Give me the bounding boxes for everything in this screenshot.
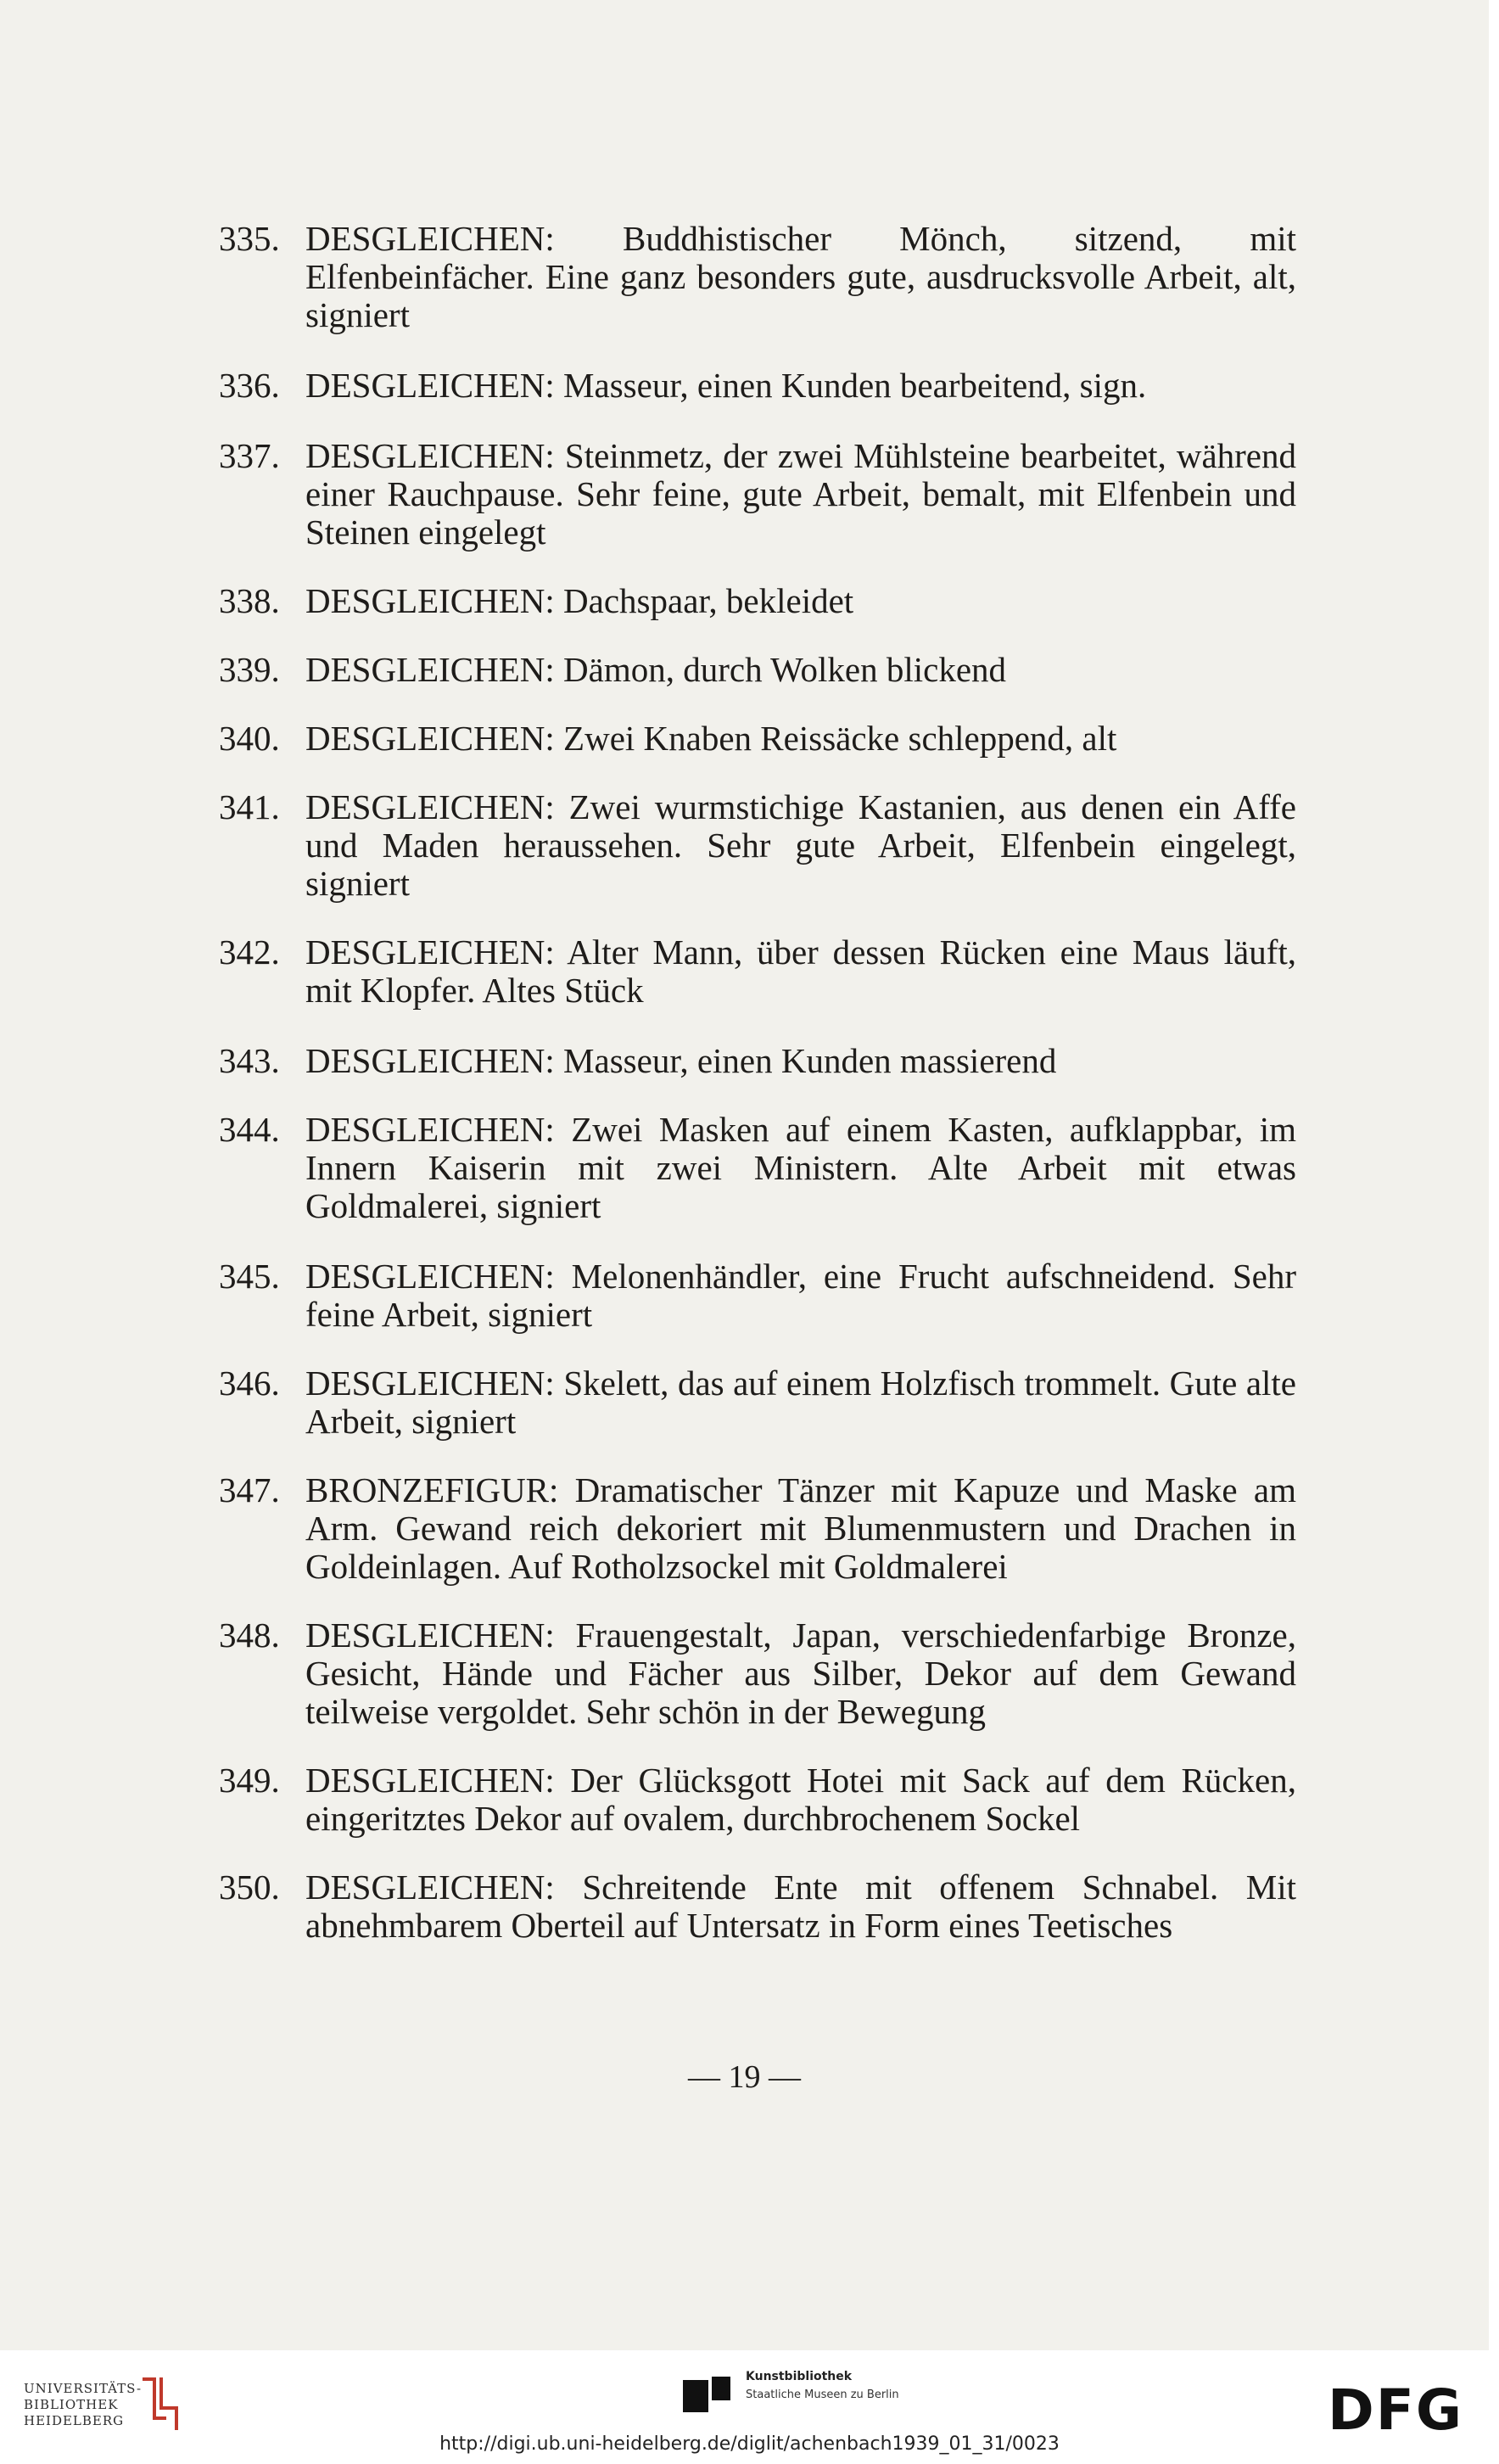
kunstbibliothek-logo[interactable] <box>683 2370 937 2421</box>
catalog-entry <box>219 220 1296 334</box>
entry-text: DESGLEICHEN: Schreitende Ente mit offenem Schnabel. Mit abnehmbarem Oberteil auf Untersatz in Form eines Teetisches <box>305 1868 1296 1945</box>
university-logo-line: UNIVERSITÄTS- <box>24 2381 143 2396</box>
entry-number: 345. <box>219 1257 280 1296</box>
scan-edge <box>1489 0 1499 2350</box>
catalog-entry <box>219 1761 1296 1838</box>
entry-number: 347. <box>219 1470 280 1509</box>
university-library-logo[interactable] <box>24 2374 185 2433</box>
catalog-entries <box>219 220 1296 1945</box>
entry-text: DESGLEICHEN: Buddhistischer Mönch, sitzend, mit Elfenbeinfächer. Eine ganz besonders gute, ausdrucksvolle Arbeit, alt, signiert <box>305 219 1296 334</box>
entry-text: DESGLEICHEN: Alter Mann, über dessen Rücken eine Maus läuft, mit Klopfer. Altes Stück <box>305 932 1296 1010</box>
entry-number: 335. <box>219 219 280 258</box>
catalog-entry <box>219 651 1296 689</box>
entry-number: 349. <box>219 1761 280 1800</box>
entry-number: 342. <box>219 932 280 972</box>
catalog-entry <box>219 367 1296 405</box>
university-logo-line: BIBLIOTHEK <box>24 2397 119 2412</box>
dfg-logo[interactable]: DFG <box>1328 2377 1464 2443</box>
catalog-entry <box>219 788 1296 903</box>
catalog-entry <box>219 1868 1296 1945</box>
entry-text: DESGLEICHEN: Melonenhändler, eine Frucht aufschneidend. Sehr feine Arbeit, signiert <box>305 1257 1296 1334</box>
entry-number: 348. <box>219 1616 280 1655</box>
entry-number: 338. <box>219 581 280 620</box>
catalog-entry <box>219 1257 1296 1334</box>
catalog-entry <box>219 933 1296 1010</box>
entry-number: 336. <box>219 366 280 405</box>
page-number: — 19 — <box>688 2059 801 2095</box>
entry-text: DESGLEICHEN: Dämon, durch Wolken blickend <box>305 650 1007 689</box>
entry-text: DESGLEICHEN: Zwei wurmstichige Kastanien, aus denen ein Affe und Maden heraussehen. Sehr gute Arbeit, Elfenbein eingelegt, signiert <box>305 787 1296 903</box>
entry-number: 340. <box>219 719 280 758</box>
entry-text: DESGLEICHEN: Skelett, das auf einem Holzfisch trommelt. Gute alte Arbeit, signiert <box>305 1364 1296 1441</box>
kunstbibliothek-emblem-icon <box>683 2377 737 2416</box>
entry-number: 344. <box>219 1110 280 1149</box>
university-emblem-icon <box>136 2374 187 2433</box>
entry-text: BRONZEFIGUR: Dramatischer Tänzer mit Kapuze und Maske am Arm. Gewand reich dekoriert mit Blumenmustern und Drachen in Goldeinlagen. Auf Rotholzsockel mit Goldmalerei <box>305 1470 1296 1586</box>
entry-text: DESGLEICHEN: Der Glücksgott Hotei mit Sack auf dem Rücken, eingeritztes Dekor auf ovalem, durchbrochenem Sockel <box>305 1761 1296 1838</box>
entry-text: DESGLEICHEN: Dachspaar, bekleidet <box>305 581 854 620</box>
entry-number: 343. <box>219 1041 280 1080</box>
entry-text: DESGLEICHEN: Zwei Knaben Reissäcke schleppend, alt <box>305 719 1117 758</box>
entry-number: 339. <box>219 650 280 689</box>
entry-text: DESGLEICHEN: Steinmetz, der zwei Mühlsteine bearbeitet, während einer Rauchpause. Sehr feine, gute Arbeit, bemalt, mit Elfenbein und Steinen eingelegt <box>305 436 1296 552</box>
catalog-entry <box>219 1364 1296 1441</box>
entry-number: 346. <box>219 1364 280 1403</box>
entry-text: DESGLEICHEN: Frauengestalt, Japan, verschiedenfarbige Bronze, Gesicht, Hände und Fächer aus Silber, Dekor auf dem Gewand teilweise vergoldet. Sehr schön in der Bewegung <box>305 1616 1296 1731</box>
catalog-entry <box>219 582 1296 620</box>
catalog-entry <box>219 720 1296 758</box>
catalog-entry <box>219 1111 1296 1225</box>
entry-number: 350. <box>219 1868 280 1907</box>
catalog-entry <box>219 1616 1296 1731</box>
university-logo-line: HEIDELBERG <box>24 2413 125 2428</box>
catalog-entry <box>219 1042 1296 1080</box>
kunstbibliothek-subtitle: Staatliche Museen zu Berlin <box>746 2388 899 2401</box>
catalog-entry <box>219 437 1296 552</box>
catalog-entry <box>219 1471 1296 1586</box>
entry-text: DESGLEICHEN: Masseur, einen Kunden bearbeitend, sign. <box>305 366 1147 405</box>
entry-number: 337. <box>219 436 280 475</box>
kunstbibliothek-title: Kunstbibliothek <box>746 2370 853 2383</box>
source-url[interactable]: http://digi.ub.uni-heidelberg.de/diglit/achenbach1939_01_31/0023 <box>439 2433 1060 2455</box>
entry-text: DESGLEICHEN: Zwei Masken auf einem Kasten, aufklappbar, im Innern Kaiserin mit zwei Ministern. Alte Arbeit mit etwas Goldmalerei, signiert <box>305 1110 1296 1225</box>
entry-number: 341. <box>219 787 280 826</box>
entry-text: DESGLEICHEN: Masseur, einen Kunden massierend <box>305 1041 1057 1080</box>
